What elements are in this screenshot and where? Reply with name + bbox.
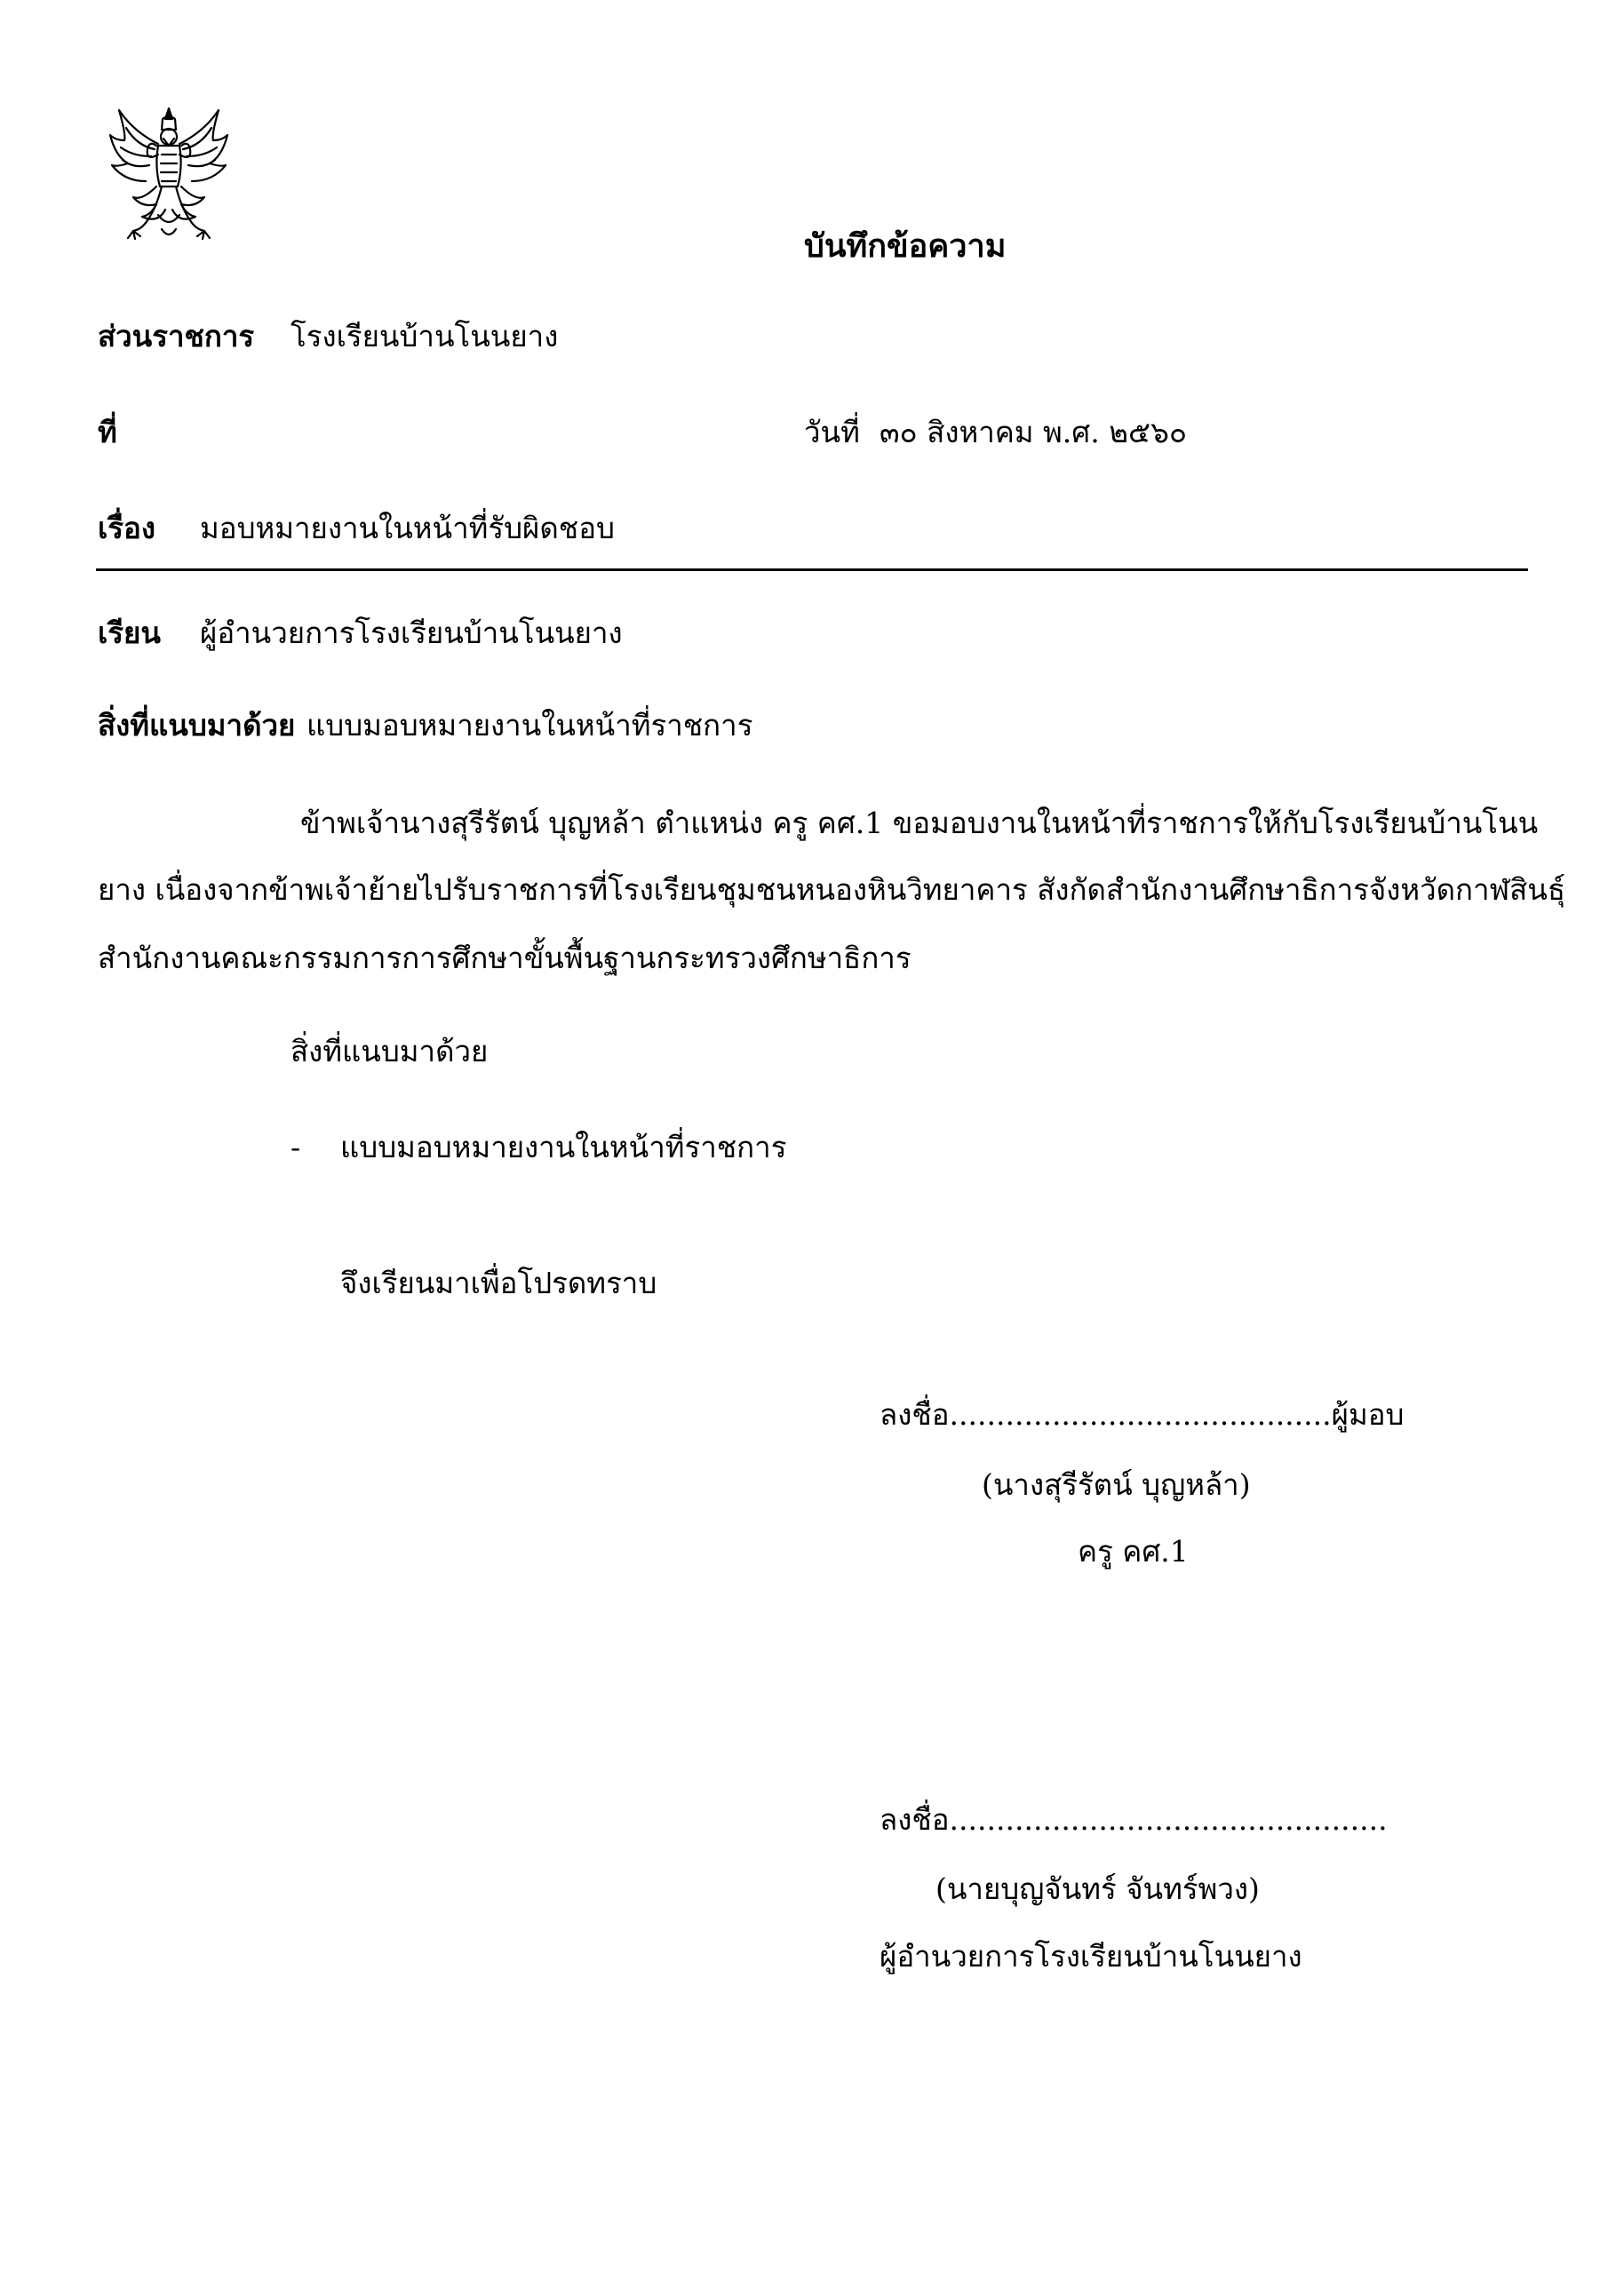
doc-number-label: ที่ <box>98 415 117 449</box>
signature-line-giver: ลงชื่อ.........................................ผู้มอบ <box>880 1397 1405 1432</box>
enclosure-heading: สิ่งที่แนบมาด้วย <box>291 1034 489 1069</box>
memo-title: บันทึกข้อความ <box>804 227 1007 265</box>
date-label: วันที่ <box>804 415 860 449</box>
body-paragraph-line: ยาง เนื่องจากข้าพเจ้าย้ายไปรับราชการที่โรงเรียนชุมชนหนองหินวิทยาคาร สังกัดสำนักงานศึกษาธิการจังหวัดกาฬสินธุ์ <box>98 872 1565 907</box>
enclosure-value: แบบมอบหมายงานในหน้าที่ราชการ <box>306 708 753 743</box>
org-value: โรงเรียนบ้านโนนยาง <box>291 319 559 354</box>
signer-name-giver: (นางสุรีรัตน์ บุญหล้า) <box>982 1467 1251 1502</box>
to-label: เรียน <box>98 616 161 650</box>
closing-text: จึงเรียนมาเพื่อโปรดทราบ <box>340 1266 657 1300</box>
list-bullet: - <box>291 1130 301 1164</box>
signer-position-director: ผู้อำนวยการโรงเรียนบ้านโนนยาง <box>880 1939 1302 1974</box>
to-value: ผู้อำนวยการโรงเรียนบ้านโนนยาง <box>200 616 623 650</box>
signer-name-director: (นายบุญจันทร์ จันทร์พวง) <box>935 1871 1260 1906</box>
org-label: ส่วนราชการ <box>98 319 255 354</box>
garuda-emblem-icon <box>107 105 231 242</box>
body-paragraph-line: ข้าพเจ้านางสุรีรัตน์ บุญหล้า ตำแหน่ง ครู คศ.1 ขอมอบงานในหน้าที่ราชการให้กับโรงเรียนบ้านโนน <box>300 806 1539 840</box>
body-paragraph-line: สำนักงานคณะกรรมการการศึกษาขั้นพื้นฐานกระทรวงศึกษาธิการ <box>98 941 912 975</box>
enclosure-label: สิ่งที่แนบมาด้วย <box>98 708 296 743</box>
date-value: ๓๐ สิงหาคม พ.ศ. ๒๕๖๐ <box>880 415 1188 449</box>
signature-line-director: ลงชื่อ............................................... <box>880 1802 1388 1837</box>
signer-position-giver: ครู คศ.1 <box>1078 1534 1189 1569</box>
subject-label: เรื่อง <box>98 511 155 545</box>
subject-value: มอบหมายงานในหน้าที่รับผิดชอบ <box>200 511 615 545</box>
enclosure-list-item: แบบมอบหมายงานในหน้าที่ราชการ <box>340 1130 787 1164</box>
header-divider <box>96 568 1528 571</box>
